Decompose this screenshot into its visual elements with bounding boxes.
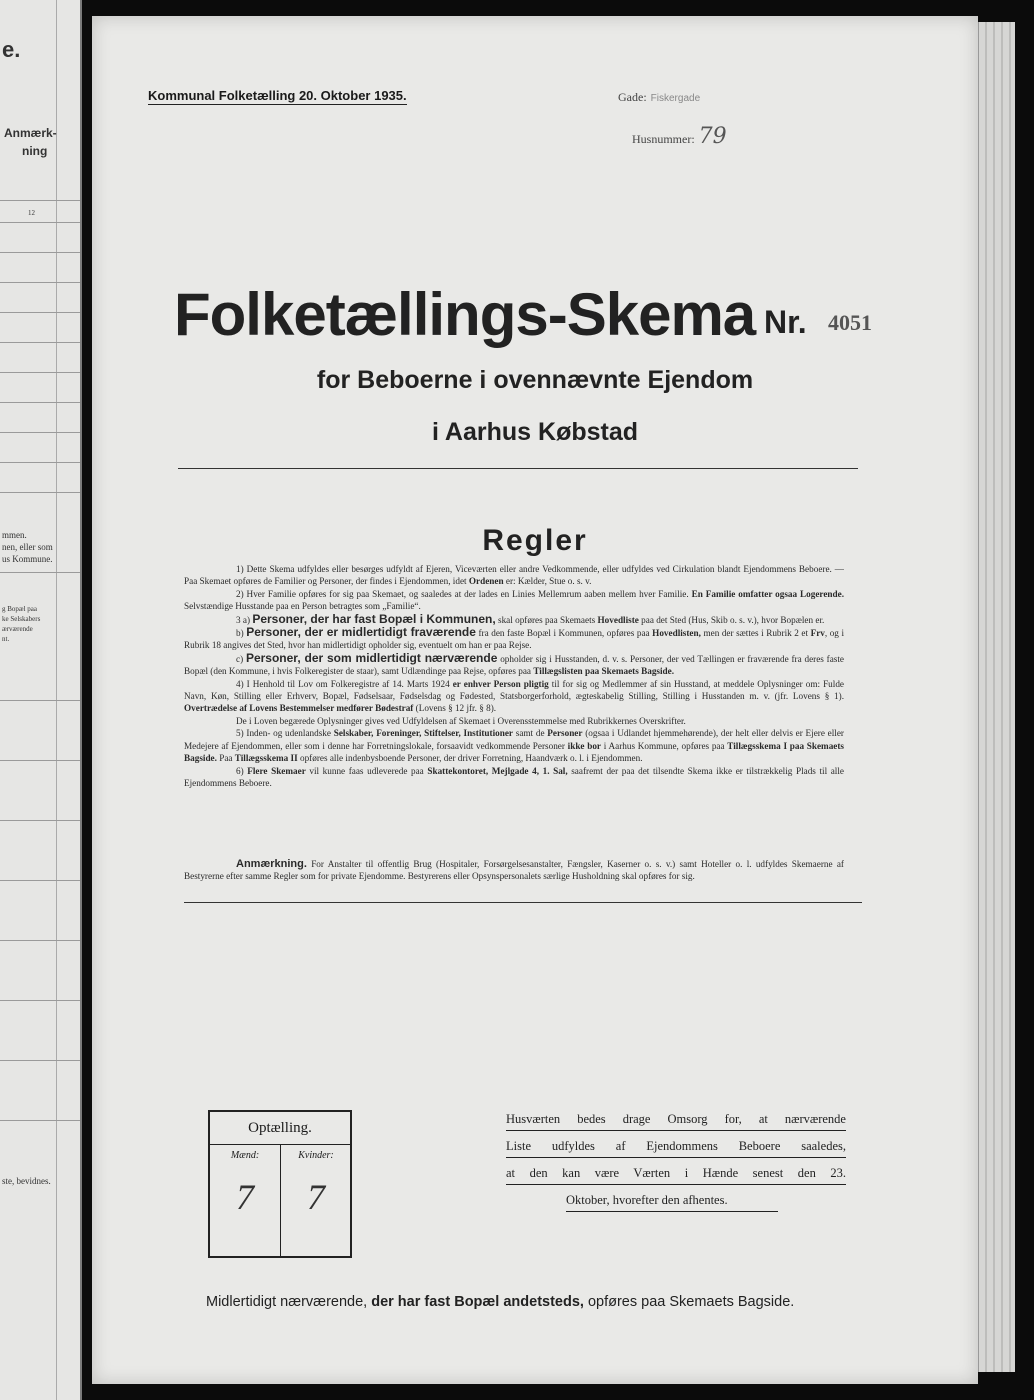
count-box-title: Optælling.	[210, 1112, 350, 1145]
men-label: Mænd:	[230, 1150, 260, 1161]
form-title: Folketællings-Skema	[174, 281, 756, 348]
page-edge-line	[1001, 22, 1003, 1372]
house-number-value: 79	[698, 124, 727, 149]
street-field	[618, 90, 700, 105]
text-fragment: ke Selskabers	[2, 615, 41, 623]
form-number-value: 4051	[828, 310, 872, 335]
rule-2: 2) Hver Familie opføres for sig paa Skemaet, og saaledes at der lades en Linies Mellemrum aaben mellem hver Familie. En Familie omfatter ogsaa Logerende. Selvstændige Husstande paa en Person betragtes som „Familie“.	[184, 588, 844, 612]
rule	[0, 282, 80, 283]
rule	[0, 222, 80, 223]
page-edge-line	[993, 22, 995, 1372]
count-box	[208, 1110, 352, 1258]
column-header-cont: ning	[22, 144, 48, 158]
rule-1: 1) Dette Skema udfyldes eller besørges udfyldt af Ejeren, Viceværten eller andre Vedkommende, eller udfyldes ved Cirkulation blandt Ejendommens Beboere. — Paa Skemaet opføres de Familier og Personer, der findes i Ejendommen, idet Ordenen er: Kælder, Stue o. s. v.	[184, 564, 844, 587]
form-number-label: Nr.	[764, 304, 807, 340]
rule	[0, 312, 80, 313]
census-header: Kommunal Folketælling 20. Oktober 1935.	[148, 88, 407, 103]
rule	[0, 940, 80, 941]
house-number-label: Husnummer:	[632, 132, 695, 146]
rule-3b: b) Personer, der er midlertidigt fraværende fra den faste Bopæl i Kommunen, opføres paa Hovedlisten, men der sættes i Rubrik 2 et Frv, og i Rubrik 18 angives det Sted, hvor han midlertidigt opholder sig, eventuelt om han er paa Rejse.	[184, 625, 844, 651]
rule-6: 6) Flere Skemaer vil kunne faas udleverede paa Skattekontoret, Mejlgade 4, 1. Sal, saafremt der paa det tilsendte Skema ikke er tilstrækkelig Plads til alle Ejendommens Beboere.	[184, 765, 844, 788]
note-line: at den kan være Værten i Hænde senest den 23.	[506, 1162, 846, 1185]
rule	[0, 1060, 80, 1061]
rules-heading: Regler	[482, 524, 588, 557]
footer-text: opføres paa Skemaets Bagside.	[583, 1294, 795, 1310]
rule-3a: 3 a) Personer, der har fast Bopæl i Kommunen, skal opføres paa Skemaets Hovedliste paa det Sted (Hus, Skib o. s. v.), hvor Bopælen er.	[236, 611, 825, 626]
footer-note	[206, 1294, 794, 1310]
column-header: Anmærk-	[4, 126, 57, 140]
rule	[0, 820, 80, 821]
landlord-note	[506, 1108, 846, 1216]
rule	[0, 432, 80, 433]
rule	[0, 252, 80, 253]
rule-4: 4) I Henhold til Lov om Folkeregistre af 14. Marts 1924 er enhver Person pligtig til for sig og Medlemmer af sin Husstand, at meddele Oplysninger om: Fulde Navn, Køn, Stilling eller Erhverv, Bopæl, Fødselsaar, Fødselsdag og Fødested, Statsborgerforhold, ægteskabelig Stilling, Stilling i Husstanden m. v. (jfr. Lovens § 1). Overtrædelse af Lovens Bestemmelser medfører Bødestraf (Lovens § 12 jfr. § 8).	[184, 678, 844, 714]
text-fragment: g Bopæl paa	[2, 605, 37, 613]
page-edge-line	[985, 22, 987, 1372]
heading-fragment: e.	[2, 37, 21, 62]
street-label: Gade:	[618, 90, 647, 104]
rules-text	[184, 563, 844, 789]
rule	[0, 492, 80, 493]
divider	[178, 468, 858, 469]
rule	[0, 200, 80, 201]
street-value: Fiskergade	[650, 93, 701, 104]
rule	[0, 1000, 80, 1001]
footer-text: Midlertidigt nærværende,	[206, 1294, 372, 1310]
text-fragment: ærværende	[2, 625, 33, 633]
rule	[0, 700, 80, 701]
rule	[0, 1120, 80, 1121]
text-fragment: ste, bevidnes.	[2, 1176, 51, 1186]
men-count: 7	[236, 1177, 254, 1217]
text-fragment: nen, eller som	[2, 542, 53, 552]
rule	[0, 760, 80, 761]
rule	[0, 462, 80, 463]
census-form-page	[92, 16, 978, 1384]
rule	[0, 880, 80, 881]
remark-paragraph	[184, 858, 844, 883]
remark-label: Anmærkning.	[236, 858, 307, 870]
form-subtitle: for Beboerne i ovennævnte Ejendom	[316, 366, 754, 394]
rule-4-note: De i Loven begærede Oplysninger gives ved Udfyldelsen af Skemaet i Overensstemmelse med Rubrikkernes Overskrifter.	[236, 715, 686, 726]
column-number: 12	[28, 209, 35, 217]
text-fragment: nt.	[2, 635, 10, 643]
footer-bold: der har fast Bopæl andetsteds,	[371, 1294, 584, 1310]
remark-text: For Anstalter til offentlig Brug (Hospitaler, Forsørgelsesanstalter, Fængsler, Kaserner o. s. v.) samt Hoteller o. l. udfyldes Skemaerne af Bestyrerne efter samme Regler som for private Ejendomme. Bestyrerens eller Opsynspersonalets særlige Husholdning skal opføres for sig.	[184, 859, 844, 882]
rule	[0, 342, 80, 343]
text-fragment: mmen.	[2, 530, 27, 540]
form-location: i Aarhus Købstad	[431, 418, 639, 446]
page-stack-edge	[978, 22, 1015, 1372]
women-label: Kvinder:	[298, 1150, 334, 1161]
note-line: Husværten bedes drage Omsorg for, at nærværende	[506, 1108, 846, 1131]
divider	[184, 902, 862, 903]
rule	[0, 372, 80, 373]
note-line: Oktober, hvorefter den afhentes.	[566, 1189, 778, 1212]
previous-page-edge	[0, 0, 82, 1400]
rule-5: 5) Inden- og udenlandske Selskaber, Foreninger, Stiftelser, Institutioner samt de Personer (ogsaa i Udlandet hjemmehørende), der helt eller delvis er Ejere eller Medejere af Ejendommen, eller som i denne har Forretningslokale, forsaavidt vedkommende Personer ikke bor i Aarhus Kommune, opføres paa Tillægsskema I paa Skemaets Bagside. Paa Tillægsskema II opføres alle indenbysboende Personer, der driver Forretning, Haandværk o. l. i Ejendommen.	[184, 728, 845, 764]
text-fragment: us Kommune.	[2, 554, 53, 564]
rule	[0, 572, 80, 573]
house-number-field	[632, 124, 727, 149]
note-line: Liste udfyldes af Ejendommens Beboere saaledes,	[506, 1135, 846, 1158]
page-edge-line	[1009, 22, 1011, 1372]
women-count: 7	[307, 1177, 325, 1217]
rule	[0, 402, 80, 403]
rule-3c: c) Personer, der som midlertidigt nærværende opholder sig i Husstanden, d. v. s. Personer, der ved Tællingen er fraværende fra deres faste Bopæl (den Kommune, i hvis Folkeregister de staar), samt Udlændinge paa Rejse, opføres paa Tillægslisten paa Skemaets Bagside.	[184, 650, 845, 677]
